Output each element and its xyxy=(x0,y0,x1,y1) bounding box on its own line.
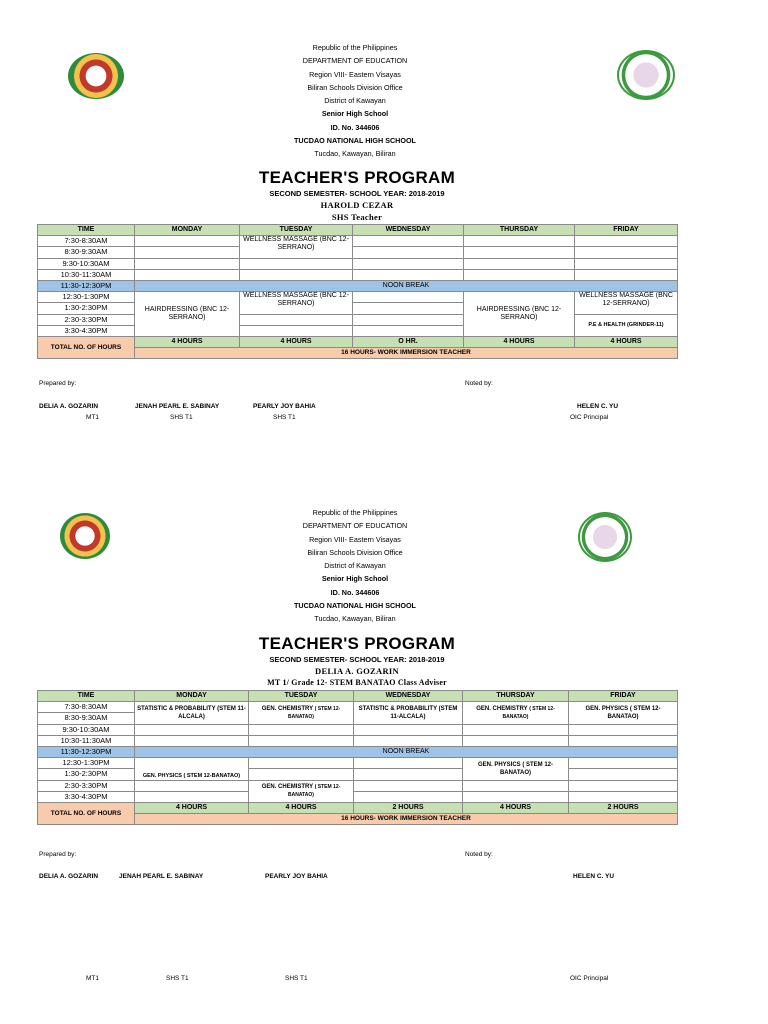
total-hours: 4 HOURS xyxy=(464,336,575,347)
schedule-cell xyxy=(135,724,249,735)
schedule-cell: WELLNESS MASSAGE (BNC 12-SERRANO) xyxy=(575,292,678,314)
schedule-cell xyxy=(569,758,678,769)
signatory-name: PEARLY JOY BAHIA xyxy=(253,403,316,410)
schedule-cell xyxy=(249,735,354,746)
header-line: District of Kawayan xyxy=(324,96,386,106)
header-line: Senior High School xyxy=(321,574,389,584)
signatory-position: SHS T1 xyxy=(170,414,193,421)
total-hours-label: TOTAL NO. OF HOURS xyxy=(38,802,135,824)
column-header: WEDNESDAY xyxy=(353,225,464,236)
school-seal-logo xyxy=(60,513,110,559)
agency-header xyxy=(200,506,510,626)
work-immersion-note: 16 HOURS- WORK IMMERSION TEACHER xyxy=(135,348,678,359)
schedule-cell xyxy=(240,314,353,325)
column-header: MONDAY xyxy=(135,691,249,702)
header-line: DEPARTMENT OF EDUCATION xyxy=(302,521,408,531)
total-hours: 2 HOURS xyxy=(354,802,463,813)
header-line: Republic of the Philippines xyxy=(312,508,398,517)
schedule-cell xyxy=(464,269,575,280)
subject-name: GEN. CHEMISTRY xyxy=(261,784,314,791)
header-line: Tucdao, Kawayan, Biliran xyxy=(314,149,396,159)
signatory-name: DELIA A. GOZARIN xyxy=(39,403,99,410)
schedule-cell xyxy=(354,758,463,769)
time-slot: 1:30-2:30PM xyxy=(38,769,135,780)
header-line: DEPARTMENT OF EDUCATION xyxy=(302,56,408,66)
header-line: Region VIII- Eastern Visayas xyxy=(309,69,401,79)
schedule-cell xyxy=(464,247,575,258)
schedule-cell xyxy=(569,724,678,735)
schedule-cell: HAIRDRESSING (BNC 12-SERRANO) xyxy=(464,292,575,337)
division-seal-logo xyxy=(578,512,632,562)
schedule-cell xyxy=(575,236,678,247)
signatory-position: OIC Principal xyxy=(570,975,609,982)
schedule-cell xyxy=(135,258,240,269)
header-line: TUCDAO NATIONAL HIGH SCHOOL xyxy=(294,601,416,611)
total-hours-label: TOTAL NO. OF HOURS xyxy=(38,336,135,358)
header-line: Region VIII- Eastern Visayas xyxy=(309,534,401,544)
signatory-name: JENAH PEARL E. SABINAY xyxy=(119,873,204,880)
signatory-position: SHS T1 xyxy=(285,975,308,982)
schedule-cell xyxy=(353,303,464,314)
column-header: THURSDAY xyxy=(464,225,575,236)
schedule-cell xyxy=(569,791,678,802)
schedule-cell xyxy=(249,724,354,735)
signatory-name: HELEN C. YU xyxy=(573,873,615,880)
noon-break: NOON BREAK xyxy=(135,280,678,291)
schedule-cell xyxy=(353,292,464,303)
schedule-cell xyxy=(463,791,569,802)
noted-by-label: Noted by: xyxy=(465,380,493,387)
schedule-cell xyxy=(249,769,354,780)
header-line: Biliran Schools Division Office xyxy=(307,82,403,92)
time-slot: 10:30-11:30AM xyxy=(38,735,135,746)
noted-by-label: Noted by: xyxy=(465,851,493,858)
schedule-cell xyxy=(464,258,575,269)
time-slot: 9:30-10:30AM xyxy=(38,724,135,735)
time-slot: 10:30-11:30AM xyxy=(38,269,135,280)
column-header: FRIDAY xyxy=(569,691,678,702)
schedule-cell xyxy=(135,780,249,791)
header-line: Republic of the Philippines xyxy=(312,43,398,52)
schedule-table xyxy=(37,224,678,359)
total-hours: 4 HOURS xyxy=(135,336,240,347)
schedule-cell xyxy=(353,325,464,336)
schedule-table xyxy=(37,690,678,825)
time-slot: 11:30-12:30PM xyxy=(38,280,135,291)
subject-name: GEN. CHEMISTRY xyxy=(261,705,314,712)
page-title: TEACHER'S PROGRAM xyxy=(258,168,456,187)
column-header: FRIDAY xyxy=(575,225,678,236)
column-header: TIME xyxy=(38,691,135,702)
time-slot: 2:30-3:30PM xyxy=(38,780,135,791)
header-line: ID. No. 344606 xyxy=(330,587,380,597)
header-line: TUCDAO NATIONAL HIGH SCHOOL xyxy=(294,136,416,146)
schedule-cell xyxy=(135,735,249,746)
schedule-cell xyxy=(354,769,463,780)
signatory-position: OIC Principal xyxy=(570,414,609,421)
schedule-cell xyxy=(463,780,569,791)
total-hours: 2 HOURS xyxy=(569,802,678,813)
prepared-by-label: Prepared by: xyxy=(39,851,77,858)
column-header: WEDNESDAY xyxy=(354,691,463,702)
signatory-position: SHS T1 xyxy=(166,975,189,982)
schedule-cell: GEN. PHYSICS ( STEM 12-BANATAO) xyxy=(135,758,249,780)
column-header: TUESDAY xyxy=(249,691,354,702)
time-slot: 1:30-2:30PM xyxy=(38,303,135,314)
teacher-designation: MT 1/ Grade 12- STEM BANATAO Class Adviser xyxy=(267,678,447,687)
time-slot: 9:30-10:30AM xyxy=(38,258,135,269)
schedule-cell: HAIRDRESSING (BNC 12-SERRANO) xyxy=(135,292,240,337)
column-header: MONDAY xyxy=(135,225,240,236)
column-header: THURSDAY xyxy=(463,691,569,702)
schedule-cell xyxy=(249,758,354,769)
schedule-cell xyxy=(463,735,569,746)
schedule-cell xyxy=(464,236,575,247)
school-seal-logo xyxy=(68,53,124,99)
schedule-cell: STATISTIC & PROBABILITY (STEM 11-ALCALA) xyxy=(135,702,249,724)
time-slot: 12:30-1:30PM xyxy=(38,758,135,769)
page-title: TEACHER'S PROGRAM xyxy=(258,634,456,653)
subject-section: ( STEM 12-BANATAO) xyxy=(288,784,341,799)
schedule-cell: P.E & HEALTH (GRINDER-11) xyxy=(575,314,678,336)
header-line: Tucdao, Kawayan, Biliran xyxy=(314,614,396,624)
subject-section: ( STEM 12-BANATAO) xyxy=(502,705,555,720)
semester-line: SECOND SEMESTER- SCHOOL YEAR: 2018-2019 xyxy=(269,655,445,664)
schedule-cell xyxy=(240,258,353,269)
signatory-position: MT1 xyxy=(86,975,99,982)
total-hours: 4 HOURS xyxy=(575,336,678,347)
schedule-cell: WELLNESS MASSAGE (BNC 12-SERRANO) xyxy=(240,236,353,258)
time-slot: 7:30-8:30AM xyxy=(38,702,135,713)
teacher-name: HAROLD CEZAR xyxy=(320,200,394,210)
total-hours: 4 HOURS xyxy=(135,802,249,813)
column-header: TUESDAY xyxy=(240,225,353,236)
total-hours: 4 HOURS xyxy=(463,802,569,813)
schedule-cell xyxy=(353,236,464,247)
schedule-cell xyxy=(135,247,240,258)
signatory-name: DELIA A. GOZARIN xyxy=(39,873,99,880)
schedule-cell: STATISTIC & PROBABILITY (STEM 11-ALCALA) xyxy=(354,702,463,724)
schedule-cell xyxy=(463,702,569,724)
signatory-name: JENAH PEARL E. SABINAY xyxy=(135,403,220,410)
subject-name: GEN. CHEMISTRY xyxy=(476,705,528,712)
signatory-name: HELEN C. YU xyxy=(577,403,619,410)
header-line: Biliran Schools Division Office xyxy=(307,547,403,557)
noon-break: NOON BREAK xyxy=(135,746,678,757)
schedule-cell: GEN. PHYSICS ( STEM 12-BANATAO) xyxy=(569,702,678,724)
time-slot: 11:30-12:30PM xyxy=(38,746,135,757)
schedule-cell xyxy=(354,724,463,735)
signatory-name: PEARLY JOY BAHIA xyxy=(265,873,328,880)
schedule-cell xyxy=(249,702,354,724)
schedule-cell xyxy=(575,269,678,280)
time-slot: 2:30-3:30PM xyxy=(38,314,135,325)
time-slot: 3:30-4:30PM xyxy=(38,791,135,802)
signatory-position: MT1 xyxy=(86,414,99,421)
schedule-cell xyxy=(135,236,240,247)
schedule-cell xyxy=(353,258,464,269)
column-header: TIME xyxy=(38,225,135,236)
total-hours: O HR. xyxy=(353,336,464,347)
schedule-cell xyxy=(569,769,678,780)
total-hours: 4 HOURS xyxy=(249,802,354,813)
schedule-cell xyxy=(569,780,678,791)
time-slot: 8:30-9:30AM xyxy=(38,713,135,724)
schedule-cell xyxy=(354,791,463,802)
subject-section: ( STEM 12-BANATAO) xyxy=(288,705,341,720)
schedule-cell xyxy=(354,780,463,791)
semester-line: SECOND SEMESTER- SCHOOL YEAR: 2018-2019 xyxy=(269,189,445,198)
prepared-by-label: Prepared by: xyxy=(39,380,77,387)
schedule-cell xyxy=(353,269,464,280)
total-hours: 4 HOURS xyxy=(240,336,353,347)
schedule-cell: GEN. PHYSICS ( STEM 12-BANATAO) xyxy=(463,758,569,780)
time-slot: 12:30-1:30PM xyxy=(38,292,135,303)
schedule-cell xyxy=(240,269,353,280)
division-seal-logo xyxy=(617,50,675,100)
header-line: District of Kawayan xyxy=(324,561,386,571)
schedule-cell xyxy=(135,269,240,280)
work-immersion-note: 16 HOURS- WORK IMMERSION TEACHER xyxy=(135,814,678,825)
schedule-cell xyxy=(135,791,249,802)
time-slot: 8:30-9:30AM xyxy=(38,247,135,258)
schedule-cell xyxy=(353,247,464,258)
time-slot: 7:30-8:30AM xyxy=(38,236,135,247)
schedule-cell xyxy=(463,724,569,735)
teacher-name: DELIA A. GOZARIN xyxy=(315,666,399,676)
schedule-cell xyxy=(353,314,464,325)
time-slot: 3:30-4:30PM xyxy=(38,325,135,336)
schedule-cell xyxy=(575,247,678,258)
header-line: Senior High School xyxy=(321,109,389,119)
signatory-position: SHS T1 xyxy=(273,414,296,421)
schedule-cell xyxy=(569,735,678,746)
schedule-cell xyxy=(249,780,354,802)
teacher-designation: SHS Teacher xyxy=(331,212,383,222)
schedule-cell xyxy=(240,325,353,336)
header-line: ID. No. 344606 xyxy=(330,122,380,132)
agency-header xyxy=(200,41,510,161)
schedule-cell: WELLNESS MASSAGE (BNC 12-SERRANO) xyxy=(240,292,353,314)
schedule-cell xyxy=(354,735,463,746)
schedule-cell xyxy=(575,258,678,269)
